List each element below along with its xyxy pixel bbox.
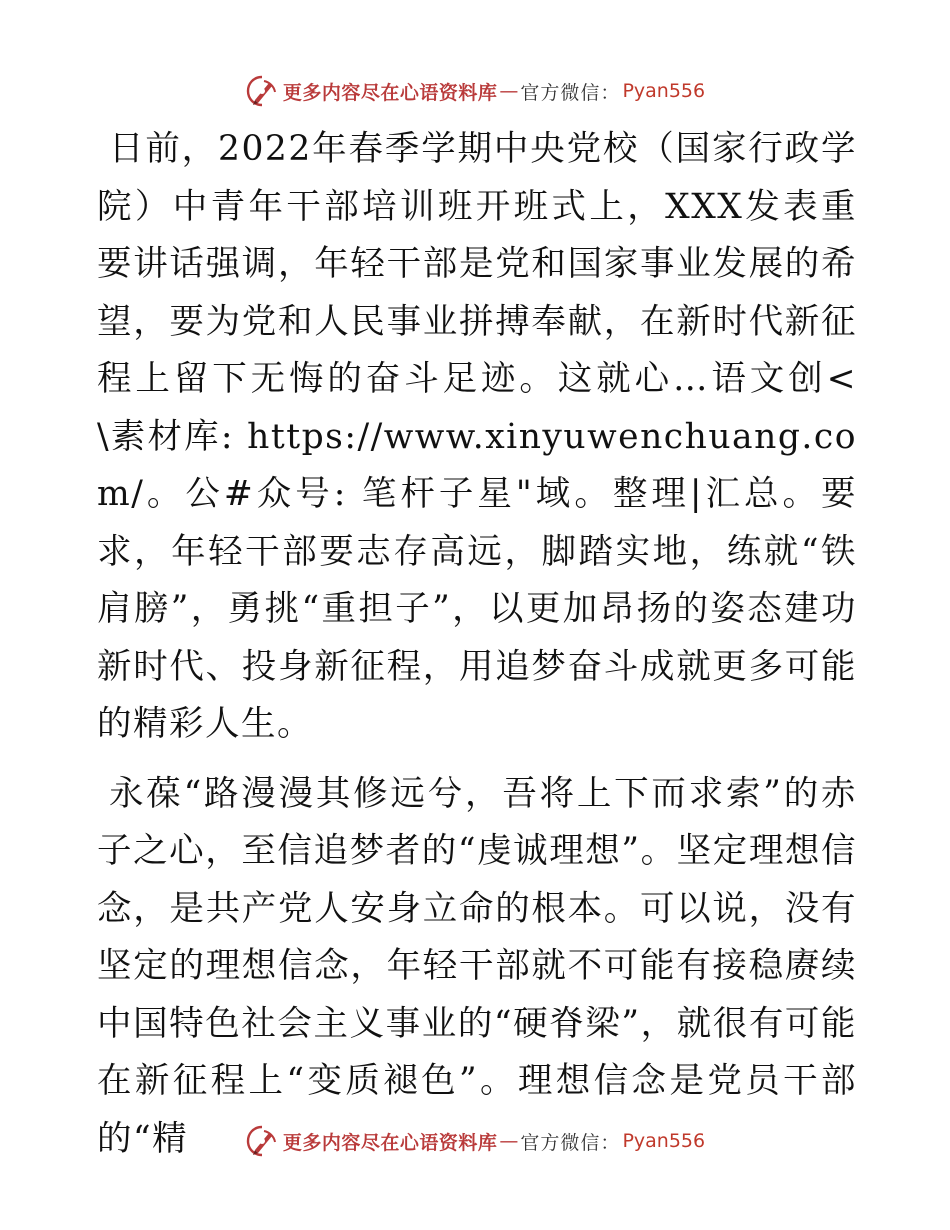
- watermark-official-label: 官方微信：: [520, 1131, 621, 1154]
- paragraph-2: 永葆“路漫漫其修远兮，吾将上下而求索”的赤子之心，至信追梦者的“虔诚理想”。坚定理想信念，是共产党人安身立命的根本。可以说，没有坚定的理想信念，年轻干部就不可能有接稳赓续中国特色社会主义事业的“硬脊梁”，就很有可能在新征程上“变质褪色”。理想信念是党员干部的“精: [97, 773, 857, 1159]
- pen-logo-icon: [245, 74, 279, 108]
- watermark-brand-text: 更多内容尽在心语资料库: [282, 81, 498, 104]
- watermark-wechat-id: Pyan556: [622, 80, 706, 102]
- document-body: [97, 121, 857, 1168]
- watermark-dash: —: [499, 1130, 519, 1152]
- watermark-brand-text: 更多内容尽在心语资料库: [282, 1131, 498, 1154]
- watermark-wechat-id: Pyan556: [622, 1130, 706, 1152]
- paragraph-1: 日前，2022年春季学期中央党校（国家行政学院）中青年干部培训班开班式上，XXX发表重要讲话强调，年轻干部是党和国家事业发展的希望，要为党和人民事业拼搏奉献，在新时代新征程上留下无悔的奋斗足迹。这就心…语文创<\素材库: https://www.xinyuwenchuang.com/。公#众号: 笔杆子星"域。整理|汇总。要求，年轻干部要志存高远，脚踏实地，练就“铁肩膀”，勇挑“重担子”，以更加昂扬的姿态建功新时代、投身新征程，用追梦奋斗成就更多可能的精彩人生。: [97, 129, 857, 744]
- footer-watermark: [0, 1124, 950, 1158]
- pen-logo-icon: [245, 1124, 279, 1158]
- watermark-dash: —: [499, 80, 519, 102]
- header-watermark: [0, 74, 950, 108]
- watermark-official-label: 官方微信：: [520, 81, 621, 104]
